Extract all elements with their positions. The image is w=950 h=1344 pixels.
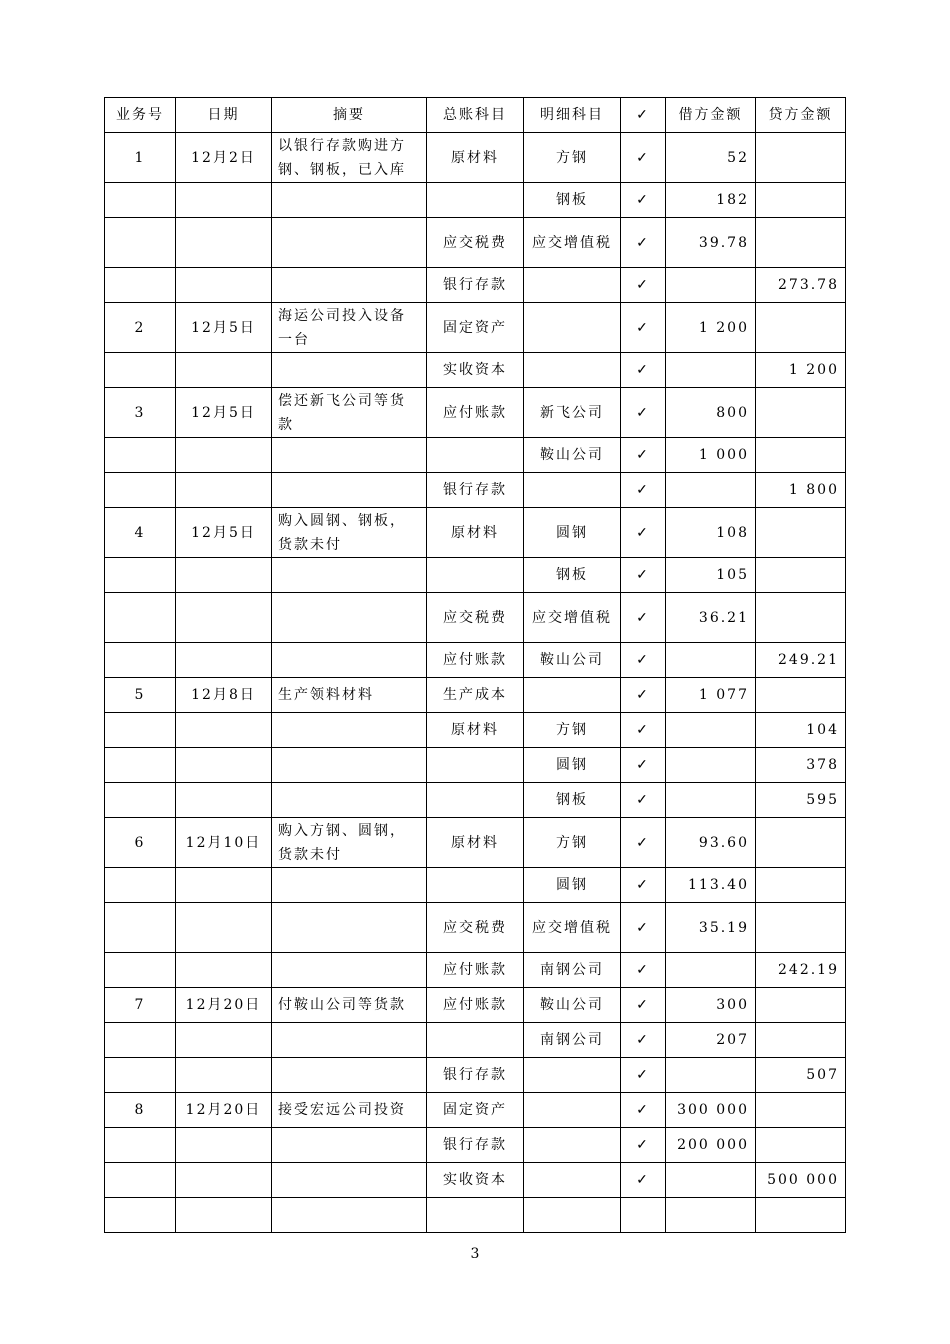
cell-detail-account: 应交增值税 [524, 903, 621, 953]
cell-debit [666, 953, 756, 988]
cell-general-account: 银行存款 [427, 473, 524, 508]
cell-check: ✓ [621, 558, 666, 593]
cell-summary [272, 643, 427, 678]
cell-date [176, 438, 272, 473]
cell-debit: 200 000 [666, 1128, 756, 1163]
table-row [105, 303, 846, 353]
cell-detail-account: 应交增值税 [524, 593, 621, 643]
cell-general-account [427, 438, 524, 473]
cell-detail-account [524, 1198, 621, 1233]
cell-date [176, 713, 272, 748]
cell-detail-account: 方钢 [524, 133, 621, 183]
cell-credit: 507 [756, 1058, 846, 1093]
cell-debit: 52 [666, 133, 756, 183]
cell-check: ✓ [621, 643, 666, 678]
header-general-account: 总账科目 [427, 98, 524, 133]
cell-business-no [105, 183, 176, 218]
cell-date: 12月2日 [176, 133, 272, 183]
cell-date [176, 183, 272, 218]
cell-check: ✓ [621, 868, 666, 903]
cell-date [176, 593, 272, 643]
table-row [105, 818, 846, 868]
cell-debit [666, 268, 756, 303]
cell-business-no [105, 1058, 176, 1093]
cell-debit: 207 [666, 1023, 756, 1058]
cell-credit [756, 1198, 846, 1233]
cell-check [621, 1198, 666, 1233]
cell-credit: 378 [756, 748, 846, 783]
cell-date [176, 558, 272, 593]
cell-general-account: 原材料 [427, 818, 524, 868]
table-row [105, 903, 846, 953]
cell-general-account: 实收资本 [427, 353, 524, 388]
cell-business-no [105, 473, 176, 508]
cell-general-account: 应付账款 [427, 988, 524, 1023]
table-row [105, 988, 846, 1023]
cell-general-account: 生产成本 [427, 678, 524, 713]
cell-general-account: 应付账款 [427, 953, 524, 988]
cell-general-account [427, 868, 524, 903]
cell-date: 12月5日 [176, 388, 272, 438]
cell-check: ✓ [621, 1023, 666, 1058]
header-check: ✓ [621, 98, 666, 133]
cell-business-no [105, 783, 176, 818]
cell-credit [756, 1128, 846, 1163]
cell-summary: 接受宏远公司投资 [272, 1093, 427, 1128]
table-body [105, 133, 846, 1233]
cell-check: ✓ [621, 133, 666, 183]
cell-business-no: 1 [105, 133, 176, 183]
cell-business-no [105, 558, 176, 593]
table-row [105, 1128, 846, 1163]
cell-detail-account: 方钢 [524, 713, 621, 748]
cell-debit: 35.19 [666, 903, 756, 953]
cell-check: ✓ [621, 388, 666, 438]
cell-credit: 273.78 [756, 268, 846, 303]
cell-check: ✓ [621, 818, 666, 868]
cell-check: ✓ [621, 303, 666, 353]
cell-credit [756, 558, 846, 593]
cell-check: ✓ [621, 1058, 666, 1093]
cell-general-account: 原材料 [427, 133, 524, 183]
cell-credit: 104 [756, 713, 846, 748]
cell-credit: 595 [756, 783, 846, 818]
table-row [105, 868, 846, 903]
cell-check: ✓ [621, 678, 666, 713]
header-summary: 摘要 [272, 98, 427, 133]
cell-date [176, 1058, 272, 1093]
cell-summary: 生产领料材料 [272, 678, 427, 713]
cell-detail-account [524, 1163, 621, 1198]
cell-check: ✓ [621, 593, 666, 643]
cell-debit: 105 [666, 558, 756, 593]
cell-debit [666, 643, 756, 678]
cell-business-no [105, 218, 176, 268]
cell-summary [272, 183, 427, 218]
cell-check: ✓ [621, 508, 666, 558]
cell-business-no [105, 868, 176, 903]
cell-general-account: 固定资产 [427, 303, 524, 353]
cell-detail-account: 钢板 [524, 783, 621, 818]
table-row [105, 218, 846, 268]
cell-detail-account: 鞍山公司 [524, 643, 621, 678]
cell-detail-account: 鞍山公司 [524, 438, 621, 473]
cell-credit [756, 1023, 846, 1058]
cell-detail-account [524, 353, 621, 388]
cell-detail-account [524, 1093, 621, 1128]
cell-credit: 249.21 [756, 643, 846, 678]
cell-summary [272, 268, 427, 303]
cell-summary: 购入圆钢、钢板，货款未付 [272, 508, 427, 558]
table-row [105, 593, 846, 643]
cell-check: ✓ [621, 353, 666, 388]
cell-summary [272, 783, 427, 818]
cell-debit: 300 [666, 988, 756, 1023]
cell-debit: 1 200 [666, 303, 756, 353]
cell-check: ✓ [621, 1093, 666, 1128]
cell-general-account [427, 748, 524, 783]
header-detail-account: 明细科目 [524, 98, 621, 133]
cell-debit [666, 1058, 756, 1093]
cell-debit: 36.21 [666, 593, 756, 643]
table-row [105, 388, 846, 438]
cell-check: ✓ [621, 903, 666, 953]
cell-credit: 1 800 [756, 473, 846, 508]
cell-credit [756, 988, 846, 1023]
cell-date [176, 1198, 272, 1233]
cell-credit: 242.19 [756, 953, 846, 988]
cell-check: ✓ [621, 183, 666, 218]
cell-summary [272, 953, 427, 988]
cell-summary [272, 748, 427, 783]
cell-check: ✓ [621, 953, 666, 988]
table-row [105, 1058, 846, 1093]
cell-credit: 1 200 [756, 353, 846, 388]
cell-business-no [105, 903, 176, 953]
cell-debit [666, 783, 756, 818]
table-row [105, 183, 846, 218]
cell-general-account [427, 558, 524, 593]
cell-detail-account: 方钢 [524, 818, 621, 868]
cell-debit: 1 077 [666, 678, 756, 713]
table-row [105, 643, 846, 678]
cell-summary: 以银行存款购进方钢、钢板，已入库 [272, 133, 427, 183]
cell-date [176, 1128, 272, 1163]
cell-summary [272, 868, 427, 903]
cell-date [176, 268, 272, 303]
cell-check: ✓ [621, 783, 666, 818]
cell-check: ✓ [621, 268, 666, 303]
header-business-no: 业务号 [105, 98, 176, 133]
cell-business-no [105, 748, 176, 783]
cell-general-account: 原材料 [427, 508, 524, 558]
cell-date [176, 1163, 272, 1198]
cell-check: ✓ [621, 988, 666, 1023]
cell-summary: 海运公司投入设备一台 [272, 303, 427, 353]
cell-credit [756, 593, 846, 643]
cell-debit [666, 713, 756, 748]
cell-summary [272, 713, 427, 748]
cell-business-no [105, 1023, 176, 1058]
cell-business-no: 7 [105, 988, 176, 1023]
cell-summary [272, 218, 427, 268]
cell-general-account: 原材料 [427, 713, 524, 748]
cell-debit: 113.40 [666, 868, 756, 903]
table-row [105, 1163, 846, 1198]
cell-summary [272, 438, 427, 473]
cell-debit [666, 353, 756, 388]
cell-check: ✓ [621, 713, 666, 748]
cell-detail-account: 鞍山公司 [524, 988, 621, 1023]
table-row [105, 133, 846, 183]
cell-credit: 500 000 [756, 1163, 846, 1198]
header-debit: 借方金额 [666, 98, 756, 133]
cell-debit: 1 000 [666, 438, 756, 473]
cell-check: ✓ [621, 218, 666, 268]
cell-business-no: 8 [105, 1093, 176, 1128]
cell-detail-account: 圆钢 [524, 748, 621, 783]
table-row [105, 678, 846, 713]
cell-credit [756, 508, 846, 558]
cell-detail-account [524, 268, 621, 303]
cell-summary [272, 1128, 427, 1163]
table-row [105, 713, 846, 748]
cell-business-no [105, 713, 176, 748]
cell-date [176, 868, 272, 903]
cell-date [176, 643, 272, 678]
table-row [105, 268, 846, 303]
cell-business-no: 3 [105, 388, 176, 438]
header-row [105, 98, 846, 133]
cell-credit [756, 678, 846, 713]
cell-debit [666, 473, 756, 508]
cell-general-account: 银行存款 [427, 1128, 524, 1163]
cell-date [176, 783, 272, 818]
cell-debit: 39.78 [666, 218, 756, 268]
cell-date [176, 748, 272, 783]
cell-summary [272, 593, 427, 643]
cell-summary [272, 1023, 427, 1058]
table-row [105, 1093, 846, 1128]
cell-detail-account [524, 678, 621, 713]
cell-credit [756, 818, 846, 868]
table-row [105, 438, 846, 473]
cell-general-account [427, 1023, 524, 1058]
table-row [105, 508, 846, 558]
cell-business-no: 6 [105, 818, 176, 868]
cell-business-no [105, 1198, 176, 1233]
cell-business-no: 4 [105, 508, 176, 558]
cell-check: ✓ [621, 1163, 666, 1198]
cell-detail-account: 新飞公司 [524, 388, 621, 438]
cell-date: 12月5日 [176, 303, 272, 353]
table-row [105, 473, 846, 508]
cell-summary [272, 903, 427, 953]
cell-business-no [105, 953, 176, 988]
cell-summary: 付鞍山公司等货款 [272, 988, 427, 1023]
table-row [105, 953, 846, 988]
cell-summary [272, 1058, 427, 1093]
journal-table [104, 97, 846, 1233]
cell-detail-account: 圆钢 [524, 508, 621, 558]
header-date: 日期 [176, 98, 272, 133]
cell-check: ✓ [621, 748, 666, 783]
cell-detail-account [524, 303, 621, 353]
cell-debit: 108 [666, 508, 756, 558]
cell-general-account: 实收资本 [427, 1163, 524, 1198]
cell-credit [756, 868, 846, 903]
cell-detail-account [524, 1128, 621, 1163]
cell-debit: 93.60 [666, 818, 756, 868]
cell-date: 12月20日 [176, 988, 272, 1023]
cell-general-account [427, 183, 524, 218]
cell-general-account [427, 1198, 524, 1233]
cell-summary [272, 1163, 427, 1198]
cell-debit [666, 1198, 756, 1233]
cell-general-account: 应交税费 [427, 218, 524, 268]
cell-date [176, 218, 272, 268]
cell-date [176, 353, 272, 388]
cell-credit [756, 133, 846, 183]
table-row [105, 1023, 846, 1058]
cell-detail-account: 应交增值税 [524, 218, 621, 268]
cell-date: 12月5日 [176, 508, 272, 558]
cell-check: ✓ [621, 473, 666, 508]
cell-check: ✓ [621, 438, 666, 473]
cell-general-account: 应交税费 [427, 903, 524, 953]
cell-general-account: 应交税费 [427, 593, 524, 643]
cell-summary [272, 353, 427, 388]
table-row [105, 353, 846, 388]
cell-business-no [105, 268, 176, 303]
cell-summary: 偿还新飞公司等货款 [272, 388, 427, 438]
cell-detail-account [524, 473, 621, 508]
cell-general-account: 应付账款 [427, 388, 524, 438]
cell-date [176, 473, 272, 508]
cell-detail-account: 圆钢 [524, 868, 621, 903]
cell-credit [756, 438, 846, 473]
cell-debit [666, 1163, 756, 1198]
table-row [105, 558, 846, 593]
cell-business-no [105, 593, 176, 643]
cell-detail-account [524, 1058, 621, 1093]
cell-debit [666, 748, 756, 783]
cell-date [176, 903, 272, 953]
cell-credit [756, 388, 846, 438]
page-number: 3 [470, 1246, 480, 1262]
cell-credit [756, 903, 846, 953]
cell-general-account: 应付账款 [427, 643, 524, 678]
cell-check: ✓ [621, 1128, 666, 1163]
cell-credit [756, 303, 846, 353]
cell-date: 12月20日 [176, 1093, 272, 1128]
cell-summary [272, 473, 427, 508]
cell-general-account: 银行存款 [427, 268, 524, 303]
cell-business-no [105, 353, 176, 388]
cell-date [176, 1023, 272, 1058]
header-credit: 贷方金额 [756, 98, 846, 133]
cell-detail-account: 钢板 [524, 183, 621, 218]
cell-credit [756, 183, 846, 218]
table-row [105, 783, 846, 818]
cell-date: 12月8日 [176, 678, 272, 713]
cell-detail-account: 南钢公司 [524, 1023, 621, 1058]
cell-summary [272, 558, 427, 593]
cell-business-no: 5 [105, 678, 176, 713]
cell-general-account [427, 783, 524, 818]
cell-credit [756, 1093, 846, 1128]
cell-business-no: 2 [105, 303, 176, 353]
cell-general-account: 银行存款 [427, 1058, 524, 1093]
cell-business-no [105, 438, 176, 473]
cell-debit: 800 [666, 388, 756, 438]
cell-credit [756, 218, 846, 268]
cell-business-no [105, 1128, 176, 1163]
table-row [105, 1198, 846, 1233]
cell-business-no [105, 1163, 176, 1198]
cell-date: 12月10日 [176, 818, 272, 868]
cell-detail-account: 南钢公司 [524, 953, 621, 988]
table-row [105, 748, 846, 783]
cell-summary: 购入方钢、圆钢，货款未付 [272, 818, 427, 868]
cell-debit: 182 [666, 183, 756, 218]
cell-general-account: 固定资产 [427, 1093, 524, 1128]
cell-date [176, 953, 272, 988]
cell-summary [272, 1198, 427, 1233]
cell-detail-account: 钢板 [524, 558, 621, 593]
cell-business-no [105, 643, 176, 678]
cell-debit: 300 000 [666, 1093, 756, 1128]
